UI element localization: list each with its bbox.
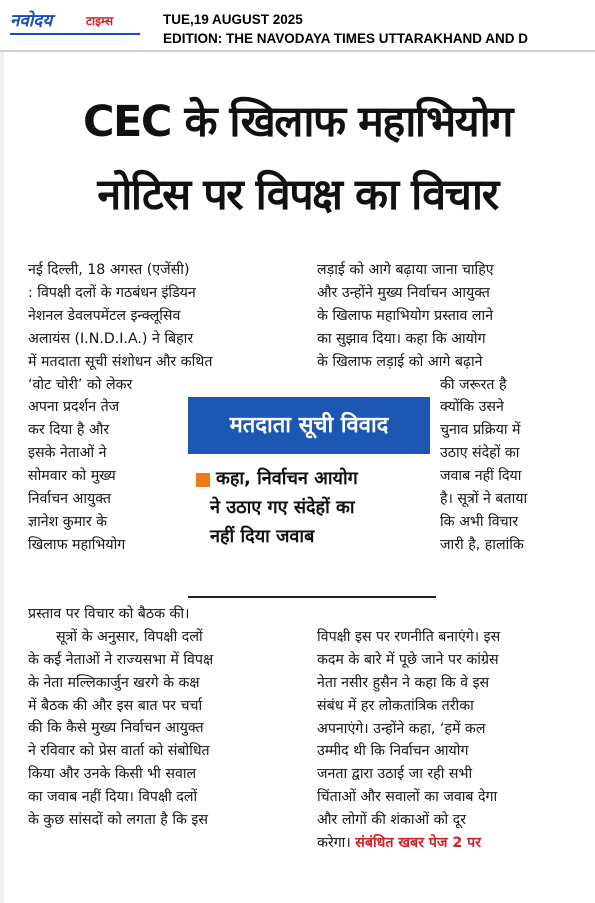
closing-word: करेगा। bbox=[317, 835, 351, 852]
edition-meta bbox=[163, 10, 528, 48]
text-line: ‘वोट चोरी’ को लेकर bbox=[28, 376, 133, 393]
text-line: नई दिल्ली, 18 अगस्त (एजेंसी) bbox=[28, 262, 190, 278]
related-story-link[interactable]: संबंधित खबर पेज 2 पर bbox=[355, 835, 482, 852]
logo-main: नवोदय bbox=[10, 11, 53, 31]
text-line: सोमवार को मुख्य bbox=[28, 468, 116, 485]
callout-title: मतदाता सूची विवाद bbox=[188, 397, 430, 454]
text-line: खिलाफ महाभियोग bbox=[28, 536, 126, 553]
text-line: में मतदाता सूची संशोधन और कथित bbox=[28, 353, 213, 370]
text-line: नेशनल डेवलपमेंटल इन्क्लूसिव bbox=[28, 307, 181, 324]
text-line: निर्वाचन आयुक्त bbox=[28, 490, 111, 507]
edition-name: EDITION: THE NAVODAYA TIMES UTTARAKHAND AND D bbox=[163, 31, 529, 46]
callout-line-1: कहा, निर्वाचन आयोग bbox=[216, 468, 358, 489]
text-line: के कुछ सांसदों को लगता है कि इस bbox=[28, 812, 208, 829]
text-line: अपनाएंगे। उन्होंने कहा, ‘हमें कल bbox=[317, 720, 486, 737]
text-line: के खिलाफ महाभियोग प्रस्ताव लाने bbox=[317, 307, 494, 324]
newspaper-logo[interactable] bbox=[10, 8, 140, 34]
text-line: की कि कैसे मुख्य निर्वाचन आयुक्त bbox=[28, 720, 204, 737]
text-line: उम्मीद थी कि निर्वाचन आयोग bbox=[317, 743, 469, 760]
text-line: प्रस्ताव पर विचार को बैठक की। bbox=[28, 606, 190, 622]
text-line: में बैठक की और इस बात पर चर्चा bbox=[28, 697, 203, 714]
text-line: विपक्षी इस पर रणनीति बनाएंगे। इस bbox=[317, 629, 501, 645]
callout-line-2: ने उठाए गए संदेहों का bbox=[210, 497, 355, 518]
bullet-square-icon bbox=[196, 473, 210, 487]
logo-underline bbox=[10, 33, 140, 35]
text-line: के कई नेताओं ने राज्यसभा में विपक्ष bbox=[28, 651, 214, 668]
text-line: अलायंस (I.N.D.I.A.) ने बिहार bbox=[28, 330, 194, 347]
text-line: अपना प्रदर्शन तेज bbox=[28, 399, 120, 416]
text-line: के खिलाफ लड़ाई को आगे बढ़ाने bbox=[317, 353, 483, 370]
text-line: कर दिया है और bbox=[28, 422, 110, 439]
issue-date: TUE,19 AUGUST 2025 bbox=[163, 12, 303, 27]
text-line: उठाए संदेहों का bbox=[440, 445, 520, 462]
logo-sub: टाइम्स bbox=[86, 14, 114, 28]
article-col2-body bbox=[317, 626, 582, 855]
text-line: ने रविवार को प्रेस वार्ता को संबोधित bbox=[28, 743, 210, 760]
text-line: कदम के बारे में पूछे जाने पर कांग्रेस bbox=[317, 651, 499, 668]
callout-text bbox=[210, 464, 436, 551]
text-line: है। सूत्रों ने बताया bbox=[440, 490, 528, 507]
headline-line-1: CEC के खिलाफ महाभियोग bbox=[82, 97, 512, 147]
text-line: और उन्होंने मुख्य निर्वाचन आयुक्त bbox=[317, 284, 490, 301]
text-line: संबंध में हर लोकतांत्रिक तरीका bbox=[317, 697, 474, 714]
text-line: कि अभी विचार bbox=[440, 513, 519, 530]
text-line: : विपक्षी दलों के गठबंधन इंडियन bbox=[28, 284, 196, 301]
text-line: लड़ाई को आगे बढ़ाया जाना चाहिए bbox=[317, 262, 494, 278]
callout-divider bbox=[188, 596, 436, 598]
text-line: जवाब नहीं दिया bbox=[440, 468, 522, 485]
headline-line-2: नोटिस पर विपक्ष का विचार bbox=[97, 170, 498, 220]
article-col1-body bbox=[28, 603, 290, 832]
text-line: क्योंकि उसने bbox=[440, 399, 504, 416]
text-line: की जरूरत है bbox=[440, 376, 507, 393]
text-line: ज्ञानेश कुमार के bbox=[28, 513, 108, 530]
text-line: के नेता मल्लिकार्जुन खरगे के कक्ष bbox=[28, 674, 200, 691]
text-line: नेता नसीर हुसैन ने कहा कि वे इस bbox=[317, 674, 490, 691]
text-line: चुनाव प्रक्रिया में bbox=[440, 422, 521, 439]
text-line: जारी है, हालांकि bbox=[440, 536, 524, 553]
text-line: और लोगों की शंकाओं को दूर bbox=[317, 812, 467, 829]
headline bbox=[0, 86, 595, 232]
text-line: इसके नेताओं ने bbox=[28, 445, 107, 462]
text-line: का सुझाव दिया। कहा कि आयोग bbox=[317, 330, 486, 347]
text-line: सूत्रों के अनुसार, विपक्षी दलों bbox=[56, 628, 203, 645]
text-line: किया और उनके किसी भी सवाल bbox=[28, 766, 197, 783]
article-col1-narrow bbox=[28, 374, 188, 557]
text-line: जनता द्वारा उठाई जा रही सभी bbox=[317, 766, 473, 783]
callout-line-3: नहीं दिया जवाब bbox=[210, 526, 315, 547]
masthead bbox=[0, 0, 595, 52]
text-line bbox=[317, 832, 582, 855]
article-col1-intro bbox=[28, 259, 290, 373]
text-line: चिंताओं और सवालों का जवाब देगा bbox=[317, 789, 498, 806]
article-col2-intro bbox=[317, 259, 582, 373]
article-col2-narrow bbox=[440, 374, 582, 557]
text-line: का जवाब नहीं दिया। विपक्षी दलों bbox=[28, 789, 198, 806]
